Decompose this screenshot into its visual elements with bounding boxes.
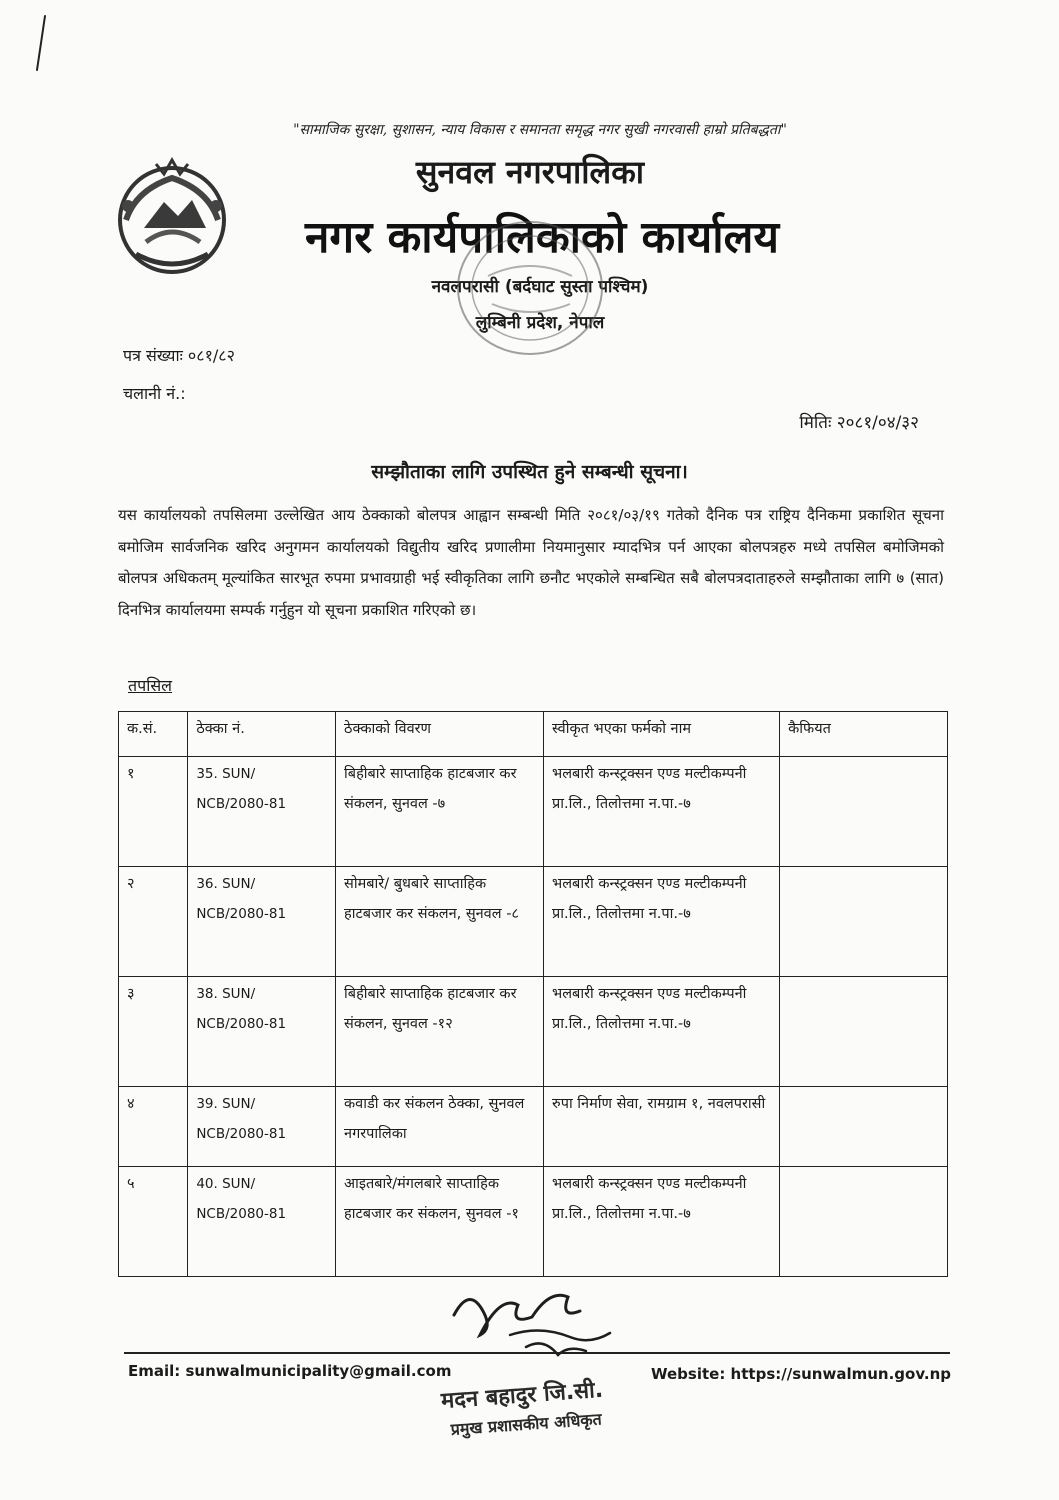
- nepal-emblem-icon: [106, 150, 238, 280]
- handwritten-signature-icon: [440, 1275, 650, 1385]
- table-row: [119, 1167, 948, 1277]
- letter-date: मितिः २०८१/०४/३२: [799, 413, 919, 433]
- signatory-name: मदन बहादुर जि.सी.: [440, 1377, 604, 1414]
- row-firm: भलबारी कन्स्ट्रक्सन एण्ड मल्टीकम्पनी प्रा.लि., तिलोत्तमा न.पा.-७: [544, 1167, 780, 1277]
- row-description: कवाडी कर संकलन ठेक्का, सुनवल नगरपालिका: [336, 1087, 544, 1167]
- row-contract-no: 38. SUN/ NCB/2080-81: [188, 977, 336, 1087]
- address-line-2: लुम्बिनी प्रदेश, नेपाल: [475, 313, 605, 333]
- row-serial: १: [119, 757, 188, 867]
- municipality-slogan: "सामाजिक सुरक्षा, सुशासन, न्याय विकास र समानता समृद्ध नगर सुखी नगरवासी हाम्रो प्रतिबद्धता": [293, 122, 787, 138]
- header-serial: क.सं.: [119, 712, 188, 757]
- row-contract-no: 39. SUN/ NCB/2080-81: [188, 1087, 336, 1167]
- row-remarks: [780, 1167, 948, 1277]
- row-firm: भलबारी कन्स्ट्रक्सन एण्ड मल्टीकम्पनी प्रा.लि., तिलोत्तमा न.पा.-७: [544, 977, 780, 1087]
- row-serial: ४: [119, 1087, 188, 1167]
- notice-title: सम्झौताका लागि उपस्थित हुने सम्बन्धी सूचना।: [371, 461, 688, 483]
- signatory-title: प्रमुख प्रशासकीय अधिकृत: [450, 1409, 603, 1439]
- row-contract-no: 35. SUN/ NCB/2080-81: [188, 757, 336, 867]
- office-stamp-icon: [430, 196, 630, 376]
- letter-number: पत्र संख्याः ०८१/८२: [123, 346, 235, 365]
- header-contract-no: ठेक्का नं.: [188, 712, 336, 757]
- row-remarks: [780, 867, 948, 977]
- table-row: [119, 1087, 948, 1167]
- header-description: ठेक्काको विवरण: [336, 712, 544, 757]
- row-description: बिहीबारे साप्ताहिक हाटबजार कर संकलन, सुनवल -१२: [336, 977, 544, 1087]
- row-firm: रुपा निर्माण सेवा, रामग्राम १, नवलपरासी: [544, 1087, 780, 1167]
- header-firm: स्वीकृत भएका फर्मको नाम: [544, 712, 780, 757]
- table-header-row: [119, 712, 948, 757]
- row-serial: ३: [119, 977, 188, 1087]
- row-contract-no: 36. SUN/ NCB/2080-81: [188, 867, 336, 977]
- table-row: [119, 757, 948, 867]
- handwritten-slash-mark: [34, 14, 48, 72]
- row-description: आइतबारे/मंगलबारे साप्ताहिक हाटबजार कर संकलन, सुनवल -१: [336, 1167, 544, 1277]
- footer-divider: [124, 1352, 950, 1354]
- details-section-label: तपसिल: [128, 676, 173, 695]
- row-serial: २: [119, 867, 188, 977]
- footer-website: Website: https://sunwalmun.gov.np: [651, 1365, 951, 1383]
- footer-email: Email: sunwalmunicipality@gmail.com: [128, 1362, 452, 1380]
- row-firm: भलबारी कन्स्ट्रक्सन एण्ड मल्टीकम्पनी प्रा.लि., तिलोत्तमा न.पा.-७: [544, 757, 780, 867]
- header-remarks: कैफियत: [780, 712, 948, 757]
- row-description: सोमबारे/ बुधबारे साप्ताहिक हाटबजार कर संकलन, सुनवल -८: [336, 867, 544, 977]
- table-row: [119, 977, 948, 1087]
- row-remarks: [780, 757, 948, 867]
- row-serial: ५: [119, 1167, 188, 1277]
- row-remarks: [780, 1087, 948, 1167]
- table-row: [119, 867, 948, 977]
- row-description: बिहीबारे साप्ताहिक हाटबजार कर संकलन, सुनवल -७: [336, 757, 544, 867]
- office-name: नगर कार्यपालिकाको कार्यालय: [305, 212, 779, 263]
- contract-award-table: [118, 711, 948, 1277]
- municipality-name: सुनवल नगरपालिका: [415, 153, 645, 191]
- dispatch-number: चलानी नं.:: [123, 384, 186, 403]
- notice-body: यस कार्यालयको तपसिलमा उल्लेखित आय ठेक्काको बोलपत्र आह्वान सम्बन्धी मिति २०८१/०३/१९ गतेको दैनिक पत्र राष्ट्रिय दैनिकमा प्रकाशित सूचना बमोजिम सार्वजनिक खरिद अनुगमन कार्यालयको विद्युतीय खरिद प्रणालीमा नियमानुसार म्यादभित्र पर्न आएका बोलपत्रहरु मध्ये तपसिल बमोजिमको बोलपत्र अधिकतम् मूल्यांकित सारभूत रुपमा प्रभावग्राही भई स्वीकृतिका लागि छनौट भएकोले सम्बन्धित सबै बोलपत्रदाताहरुले सम्झौताका लागि ७ (सात) दिनभित्र कार्यालयमा सम्पर्क गर्नुहुन यो सूचना प्रकाशित गरिएको छ।: [118, 506, 944, 619]
- row-firm: भलबारी कन्स्ट्रक्सन एण्ड मल्टीकम्पनी प्रा.लि., तिलोत्तमा न.पा.-७: [544, 867, 780, 977]
- row-contract-no: 40. SUN/ NCB/2080-81: [188, 1167, 336, 1277]
- address-line-1: नवलपरासी (बर्दघाट सुस्ता पश्चिम): [431, 277, 649, 297]
- row-remarks: [780, 977, 948, 1087]
